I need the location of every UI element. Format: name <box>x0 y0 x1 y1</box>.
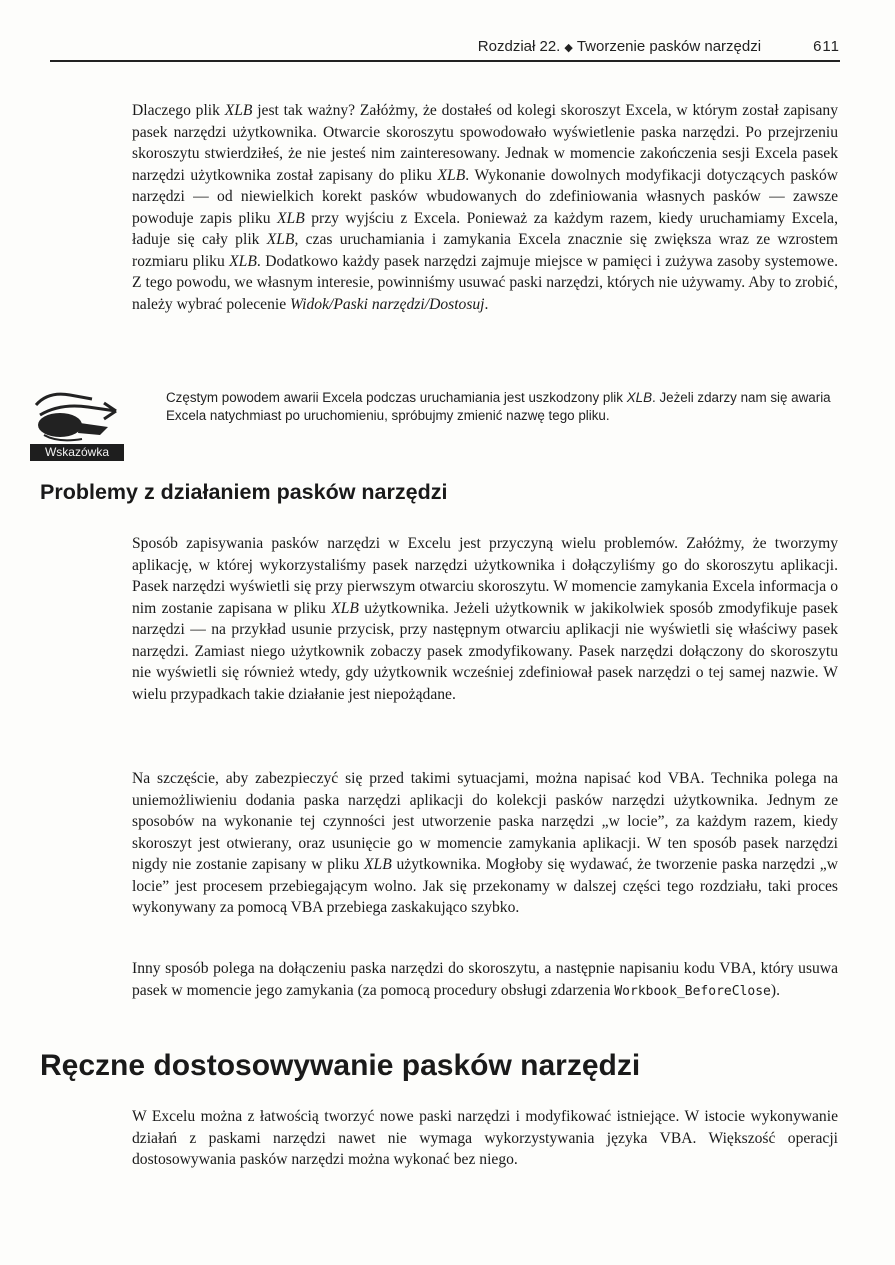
text-run: przy wyjściu z Excela. Ponieważ za każdym razem, kiedy uruchamiamy Excela, ładuje się cały plik <box>132 209 838 248</box>
xlb-term: XLB <box>331 599 359 617</box>
text-run: Częstym powodem awarii Excela podczas uruchamiania jest uszkodzony plik <box>166 390 627 405</box>
xlb-term: XLB <box>266 231 295 248</box>
section1-paragraph-3 <box>132 958 838 1002</box>
text-run: użytkownika. Mogłoby się wydawać, że tworzenie paska narzędzi „w locie” jest procesem przebiegającym wolno. Jak się przekonamy w dalszej części tego rozdziału, taki proces wykonywany za pomocą VBA przebiega zaskakująco szybko. <box>132 856 838 916</box>
text-run: , czas uruchamiania i zamykania Excela znacznie się zwiększa wraz ze wzrostem rozmiaru pliku <box>132 231 838 270</box>
text-run: . Dodatkowo każdy pasek narzędzi zajmuje miejsce w pamięci i zużywa zasoby systemowe. Z tego powodu, we własnym interesie, powinniśmy usuwać paski narzędzi, których nie używamy. Aby to zrobić, należy wybrać polecenie <box>132 252 838 313</box>
section-heading-problems: Problemy z działaniem pasków narzędzi <box>40 480 448 504</box>
text-run: jest tak ważny? Załóżmy, że dostałeś od kolegi skoroszyt Excela, w którym został zapisany pasek narzędzi użytkownika. Otwarcie skoroszytu spowodowało wyświetlenie paska narzędzi. Po przejrzeniu skoroszytu stwierdziłeś, że nie jesteś nim zainteresowany. Jednak w momencie zakończenia sesji Excela pasek narzędzi użytkownika został zapisany do pliku <box>132 102 838 184</box>
xlb-term: XLB <box>224 102 253 119</box>
xlb-term: XLB <box>277 209 305 227</box>
section2-paragraph-1: W Excelu można z łatwością tworzyć nowe paski narzędzi i modyfikować istniejące. W istocie wykonywanie działań z paskami narzędzi nawet nie wymaga wykorzystywania języka VBA. Większość operacji dostosowywania pasków narzędzi można wykonać bez niego. <box>132 1108 838 1168</box>
text-run: . <box>484 295 489 313</box>
section-heading-customizing: Ręczne dostosowywanie pasków narzędzi <box>40 1049 641 1082</box>
text-run: użytkownika. Jeżeli użytkownik w jakikolwiek sposób zmodyfikuje pasek narzędzi — na przykład usunie przycisk, przy następnym otwarciu aplikacji nie wyświetli się właściwy pasek narzędzi. Zamiast niego użytkownik zobaczy pasek zmodyfikowany. Pasek narzędzi dołączony do skoroszytu nie wyświetli się również wtedy, gdy użytkownik wcześniej zdefiniował pasek narzędzi o tej samej nazwie. W wielu przypadkach takie działanie jest niepożądane. <box>132 599 838 703</box>
tip-label: Wskazówka <box>30 444 124 461</box>
text-run: . Jeżeli zdarzy nam się awaria Excela natychmiast po uruchomieniu, spróbujmy zmienić nazwę tego pliku. <box>166 390 831 423</box>
text-run: Inny sposób polega na dołączeniu paska narzędzi do skoroszytu, a następnie napisaniu kodu VBA, który usuwa pasek w momencie jego zamykania (za pomocą procedury obsługi zdarzenia <box>132 960 838 999</box>
page-number: 611 <box>813 38 840 55</box>
xlb-term: XLB <box>229 252 257 270</box>
tip-box <box>30 385 840 465</box>
menu-path: Widok/Paski narzędzi/Dostosuj <box>290 295 485 313</box>
header-title: Tworzenie pasków narzędzi <box>576 38 762 55</box>
intro-paragraph <box>132 100 838 315</box>
text-run: ). <box>770 981 780 999</box>
xlb-term: XLB <box>626 390 653 405</box>
text-run: Na szczęście, aby zabezpieczyć się przed takimi sytuacjami, można napisać kod VBA. Technika polega na uniemożliwieniu dodania paska narzędzi aplikacji do kolekcji pasków narzędzi użytkownika. Jednym ze sposobów na wykonanie tej czynności jest utworzenie paska narzędzi „w locie”, za każdym razem, kiedy skoroszyt jest otwierany, oraz usunięcie go w momencie zamykania aplikacji. W ten sposób pasek narzędzi nigdy nie zostanie zapisany w pliku <box>132 770 838 873</box>
tip-text <box>166 389 846 425</box>
xlb-term: XLB <box>364 856 392 873</box>
diamond-icon: ◆ <box>564 42 573 54</box>
section1-paragraph-1 <box>132 533 838 705</box>
text-run: Sposób zapisywania pasków narzędzi w Excelu jest przyczyną wielu problemów. Załóżmy, że tworzymy aplikację, w której wykorzystaliśmy pasek narzędzi użytkownika i dołączyliśmy go do skoroszytu aplikacji. Pasek narzędzi wyświetli się przy pierwszym otwarciu skoroszytu. W momencie zamykania Excela informacja o nim zostanie zapisana w pliku <box>132 535 838 617</box>
text-run: . Wykonanie dowolnych modyfikacji dotyczących pasków narzędzi — od niewielkich korekt pasków wbudowanych do zdefiniowania własnych pasków — zawsze powoduje zapis pliku <box>132 166 838 227</box>
running-header <box>50 32 840 62</box>
text-run: Dlaczego plik <box>132 102 225 119</box>
xlb-term: XLB <box>437 166 466 184</box>
header-chapter: Rozdział 22. <box>477 38 561 55</box>
code-term: Workbook_BeforeClose <box>614 983 771 999</box>
header-right <box>478 38 840 55</box>
section1-paragraph-2 <box>132 768 838 919</box>
